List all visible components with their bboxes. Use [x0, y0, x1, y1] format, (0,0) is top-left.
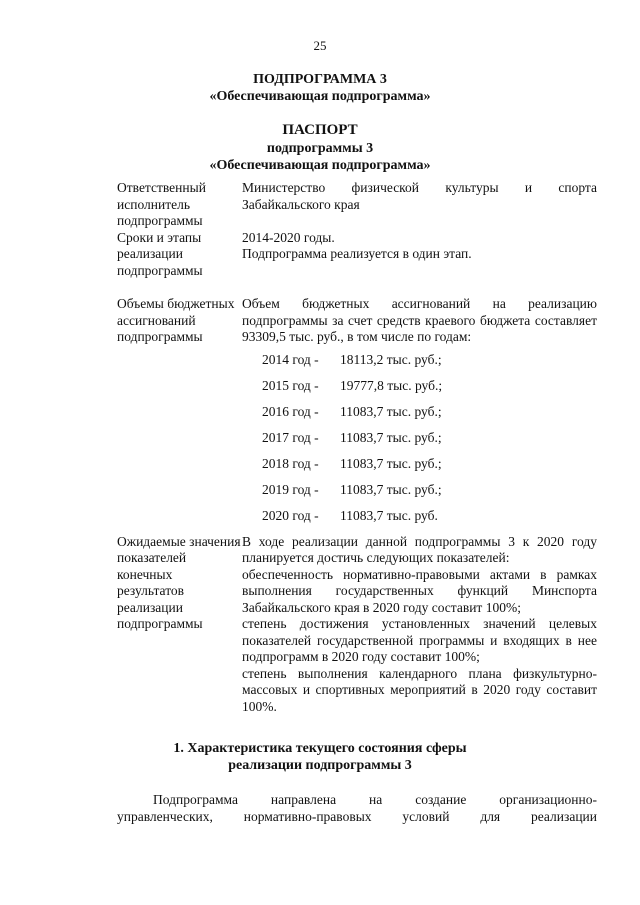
passport-subtitle: подпрограммы 3 — [266, 141, 374, 156]
year-label: 2017 год - — [262, 430, 319, 446]
funding-year-row — [242, 400, 597, 426]
year-amount: 19777,8 тыс. руб.; — [340, 378, 443, 394]
year-label: 2014 год - — [262, 352, 319, 368]
value-terms — [242, 230, 597, 280]
body-paragraph-line1: Подпрограмма направлена на создание организационно- — [153, 792, 597, 807]
label-funding: Объемы бюджетных ассигнований подпрограммы — [117, 296, 235, 344]
expected-item-acts: обеспеченность нормативно-правовыми актами в рамках выполнения государственных функций Минспорта Забайкальского края в 2020 году составит 100%; — [242, 566, 597, 615]
label-expected: Ожидаемые значения показателей конечных результатов реализации подпрограммы — [117, 533, 241, 631]
subprogram-title: ПОДПРОГРАММА 3 — [253, 72, 387, 87]
year-amount: 11083,7 тыс. руб.; — [340, 430, 442, 446]
funding-year-row — [242, 452, 597, 478]
year-amount: 11083,7 тыс. руб. — [340, 508, 438, 524]
year-amount: 11083,7 тыс. руб.; — [340, 456, 442, 472]
passport-title: ПАСПОРТ — [282, 122, 358, 138]
subprogram-name: «Обеспечивающая подпрограмма» — [209, 89, 431, 104]
funding-year-row — [242, 374, 597, 400]
expected-item-calendar: степень выполнения календарного плана физкультурно-массовых и спортивных мероприятий в 2020 году составит 100%. — [242, 665, 597, 714]
value-responsible: Министерство физической культуры и спорта Забайкальского края — [242, 180, 597, 212]
year-label: 2019 год - — [262, 482, 319, 498]
label-terms: Сроки и этапы реализации подпрограммы — [117, 229, 203, 278]
passport-name: «Обеспечивающая подпрограмма» — [209, 158, 431, 173]
section-title-line2: реализации подпрограммы 3 — [228, 758, 412, 773]
passport-table — [117, 180, 597, 715]
funding-year-row — [242, 348, 597, 374]
row-funding — [117, 296, 597, 530]
year-amount: 11083,7 тыс. руб.; — [340, 482, 442, 498]
row-terms — [117, 230, 597, 280]
value-expected — [242, 534, 597, 716]
year-label: 2015 год - — [262, 378, 319, 394]
body-paragraph-line2: управленческих, нормативно-правовых условий для реализации — [117, 809, 597, 824]
year-label: 2016 год - — [262, 404, 319, 420]
year-label: 2018 год - — [262, 456, 319, 472]
terms-stage: Подпрограмма реализуется в один этап. — [242, 246, 472, 261]
row-expected — [117, 534, 597, 716]
funding-intro: Объем бюджетных ассигнований на реализацию подпрограммы за счет средств краевого бюджета составляет 93309,5 тыс. руб., в том числе по годам: — [242, 296, 597, 344]
funding-year-row — [242, 504, 597, 530]
value-funding — [242, 296, 597, 530]
year-label: 2020 год - — [262, 508, 319, 524]
year-amount: 11083,7 тыс. руб.; — [340, 404, 442, 420]
terms-years: 2014-2020 годы. — [242, 229, 335, 245]
page-number: 25 — [313, 38, 327, 53]
funding-year-row — [242, 426, 597, 452]
section-title-line1: 1. Характеристика текущего состояния сферы — [173, 741, 467, 756]
expected-item-targets: степень достижения установленных значений целевых показателей государственной программы и входящих в нее подпрограмм в 2020 году составит 100%; — [242, 616, 597, 664]
row-responsible — [117, 180, 597, 230]
funding-years-list — [242, 348, 597, 530]
funding-year-row — [242, 478, 597, 504]
year-amount: 18113,2 тыс. руб.; — [340, 352, 442, 368]
expected-intro: В ходе реализации данной подпрограммы 3 к 2020 году планируется достичь следующих показателей: — [242, 533, 597, 565]
label-responsible: Ответственный исполнитель подпрограммы — [117, 180, 206, 228]
